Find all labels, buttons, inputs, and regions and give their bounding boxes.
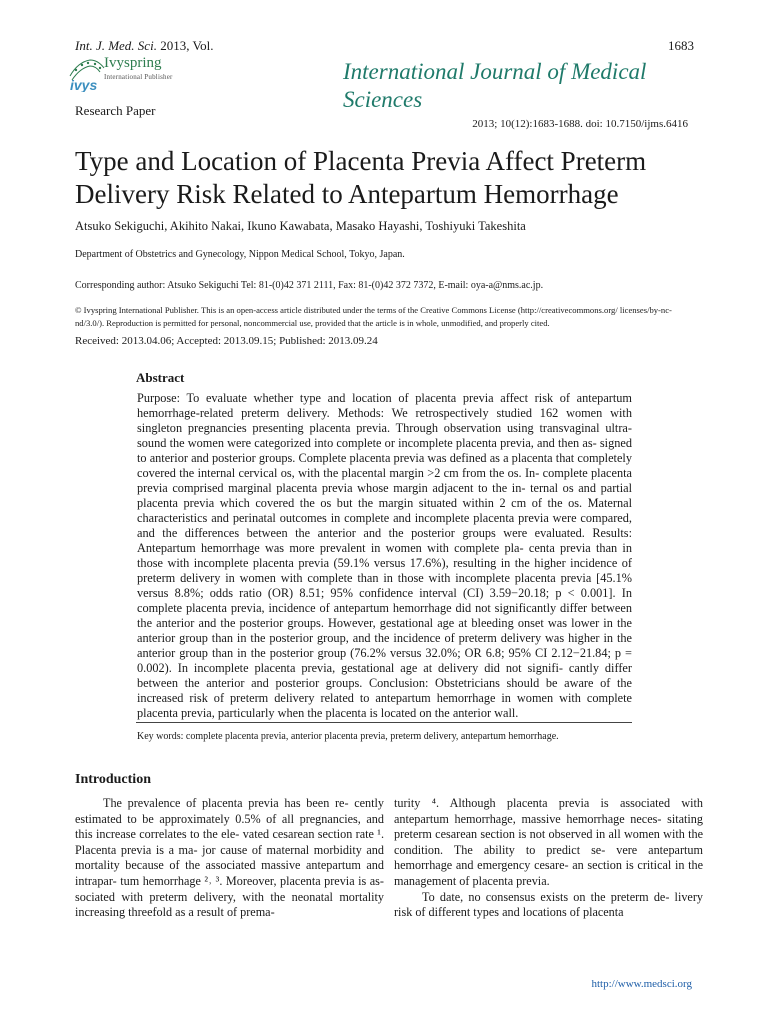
abstract-text: Purpose: To evaluate whether type and location of placenta previa affect risk of antepartum hemorrhage-related preterm delivery. Methods: We retrospectively studied 162 women with singleton pregnancies presenting placenta previa. Through observation using transvaginal ultra- sound the women were categorized into complete or incomplete placenta previa, and then as- signed to anterior and posterior groups. Complete placenta previa was defined as a placenta that completely covered the internal cervical os, with the placental margin >2 cm from the os. In- complete placenta previa comprised marginal placenta previa whose margin adjacent to the in- ternal os and partial placenta previa which covered the os but the margin situated within 2 cm of the os. Maternal characteristics and perinatal outcomes in complete and incomplete placenta previa were compared, and the differences between the anterior and the posterior groups were evaluated. Results: Antepartum hemorrhage was more prevalent in women with complete pla- centa previa than in those with incomplete placenta previa (59.1% versus 17.6%), resulting in the higher incidence of preterm delivery in women with complete than in those with incomplete placenta previa [45.1% versus 8.8%; odds ratio (OR) 8.51; 95% confidence interval (CI) 3.59−20.18; p < 0.001]. In complete placenta previa, incidence of antepartum hemorrhage did not significantly differ between the anterior and the posterior groups. However, gestational age at bleeding onset was lower in the anterior group than in the posterior group, and the incidence of preterm delivery was higher in the anterior group than in the posterior group (76.2% versus 32.0%; OR 6.8; 95% CI 2.12−21.84; p = 0.002). In incomplete placenta previa, gestational age at delivery did not signifi- cantly differ between the anterior and posterior groups. Conclusion: Obstetricians should be aware of the increased risk of preterm delivery related to antepartum hemorrhage in women with complete placenta previa, particularly when the placenta is located on the anterior wall. — [137, 391, 632, 720]
doi-citation: 2013; 10(12):1683-1688. doi: 10.7150/ijms.6416 — [472, 118, 688, 130]
svg-text:ivys: ivys — [70, 77, 98, 92]
license-notice: © Ivyspring International Publisher. This is an open-access article distributed under the terms of the Creative Commons License (http://creativecommons.org/ licenses/by-nc-nd/3.0/). Reproduction is permitted for personal, noncommercial use, provided that the article is in whole, unmodified, and properly cited. — [75, 305, 672, 328]
intro-paragraph-1-continued: turity ⁴. Although placenta previa is associated with antepartum hemorrhage, massive hemorrhage neces- sitating preterm cesarean section is not observed in all women with the condition. The ability to predict se- vere antepartum hemorrhage and emergency cesare- an section is critical in the management of placenta previa. — [394, 796, 703, 888]
journal-title: International Journal of Medical Sciences — [343, 59, 647, 112]
journal-abbrev: Int. J. Med. Sci. — [75, 38, 157, 53]
author-list: Atsuko Sekiguchi, Akihito Nakai, Ikuno Kawabata, Masako Hayashi, Toshiyuki Takeshita — [75, 219, 526, 233]
abstract-divider — [136, 722, 632, 723]
publication-dates: Received: 2013.04.06; Accepted: 2013.09.15; Published: 2013.09.24 — [75, 335, 378, 347]
publisher-subtitle: International Publisher — [104, 73, 173, 81]
publisher-name: Ivyspring — [104, 55, 162, 71]
journal-citation-header — [75, 38, 214, 54]
page-number: 1683 — [668, 38, 694, 53]
year-volume: 2013, Vol. — [160, 38, 214, 53]
abstract-heading: Abstract — [136, 370, 185, 385]
intro-paragraph-2: To date, no consensus exists on the preterm de- livery risk of different types and locations of placenta — [394, 889, 703, 920]
affiliation: Department of Obstetrics and Gynecology, Nippon Medical School, Tokyo, Japan. — [75, 249, 405, 260]
intro-column-left — [75, 796, 384, 921]
intro-column-right — [394, 796, 703, 921]
keywords: Key words: complete placenta previa, anterior placenta previa, preterm delivery, antepartum hemorrhage. — [137, 731, 559, 742]
corresponding-author: Corresponding author: Atsuko Sekiguchi Tel: 81-(0)42 371 2111, Fax: 81-(0)42 372 7372, E-mail: oya-a@nms.ac.jp. — [75, 280, 544, 291]
journal-url-link[interactable]: http://www.medsci.org — [591, 978, 692, 990]
intro-paragraph-1: The prevalence of placenta previa has been re- cently estimated to be approximately 0.5% of all pregnancies, and this increase correlates to the ele- vated cesarean section rate ¹. Placenta previa is a ma- jor cause of maternal morbidity and mortality because of the associated massive antepartum and intrapar- tum hemorrhage ²˒ ³. Moreover, placenta previa is as- sociated with preterm delivery, with the neonatal mortality increasing threefold as a result of prema- — [75, 796, 384, 920]
introduction-heading: Introduction — [75, 772, 151, 787]
article-title: Type and Location of Placenta Previa Affect Preterm Delivery Risk Related to Antepartum Hemorrhage — [75, 146, 647, 209]
paper-type: Research Paper — [75, 103, 156, 118]
